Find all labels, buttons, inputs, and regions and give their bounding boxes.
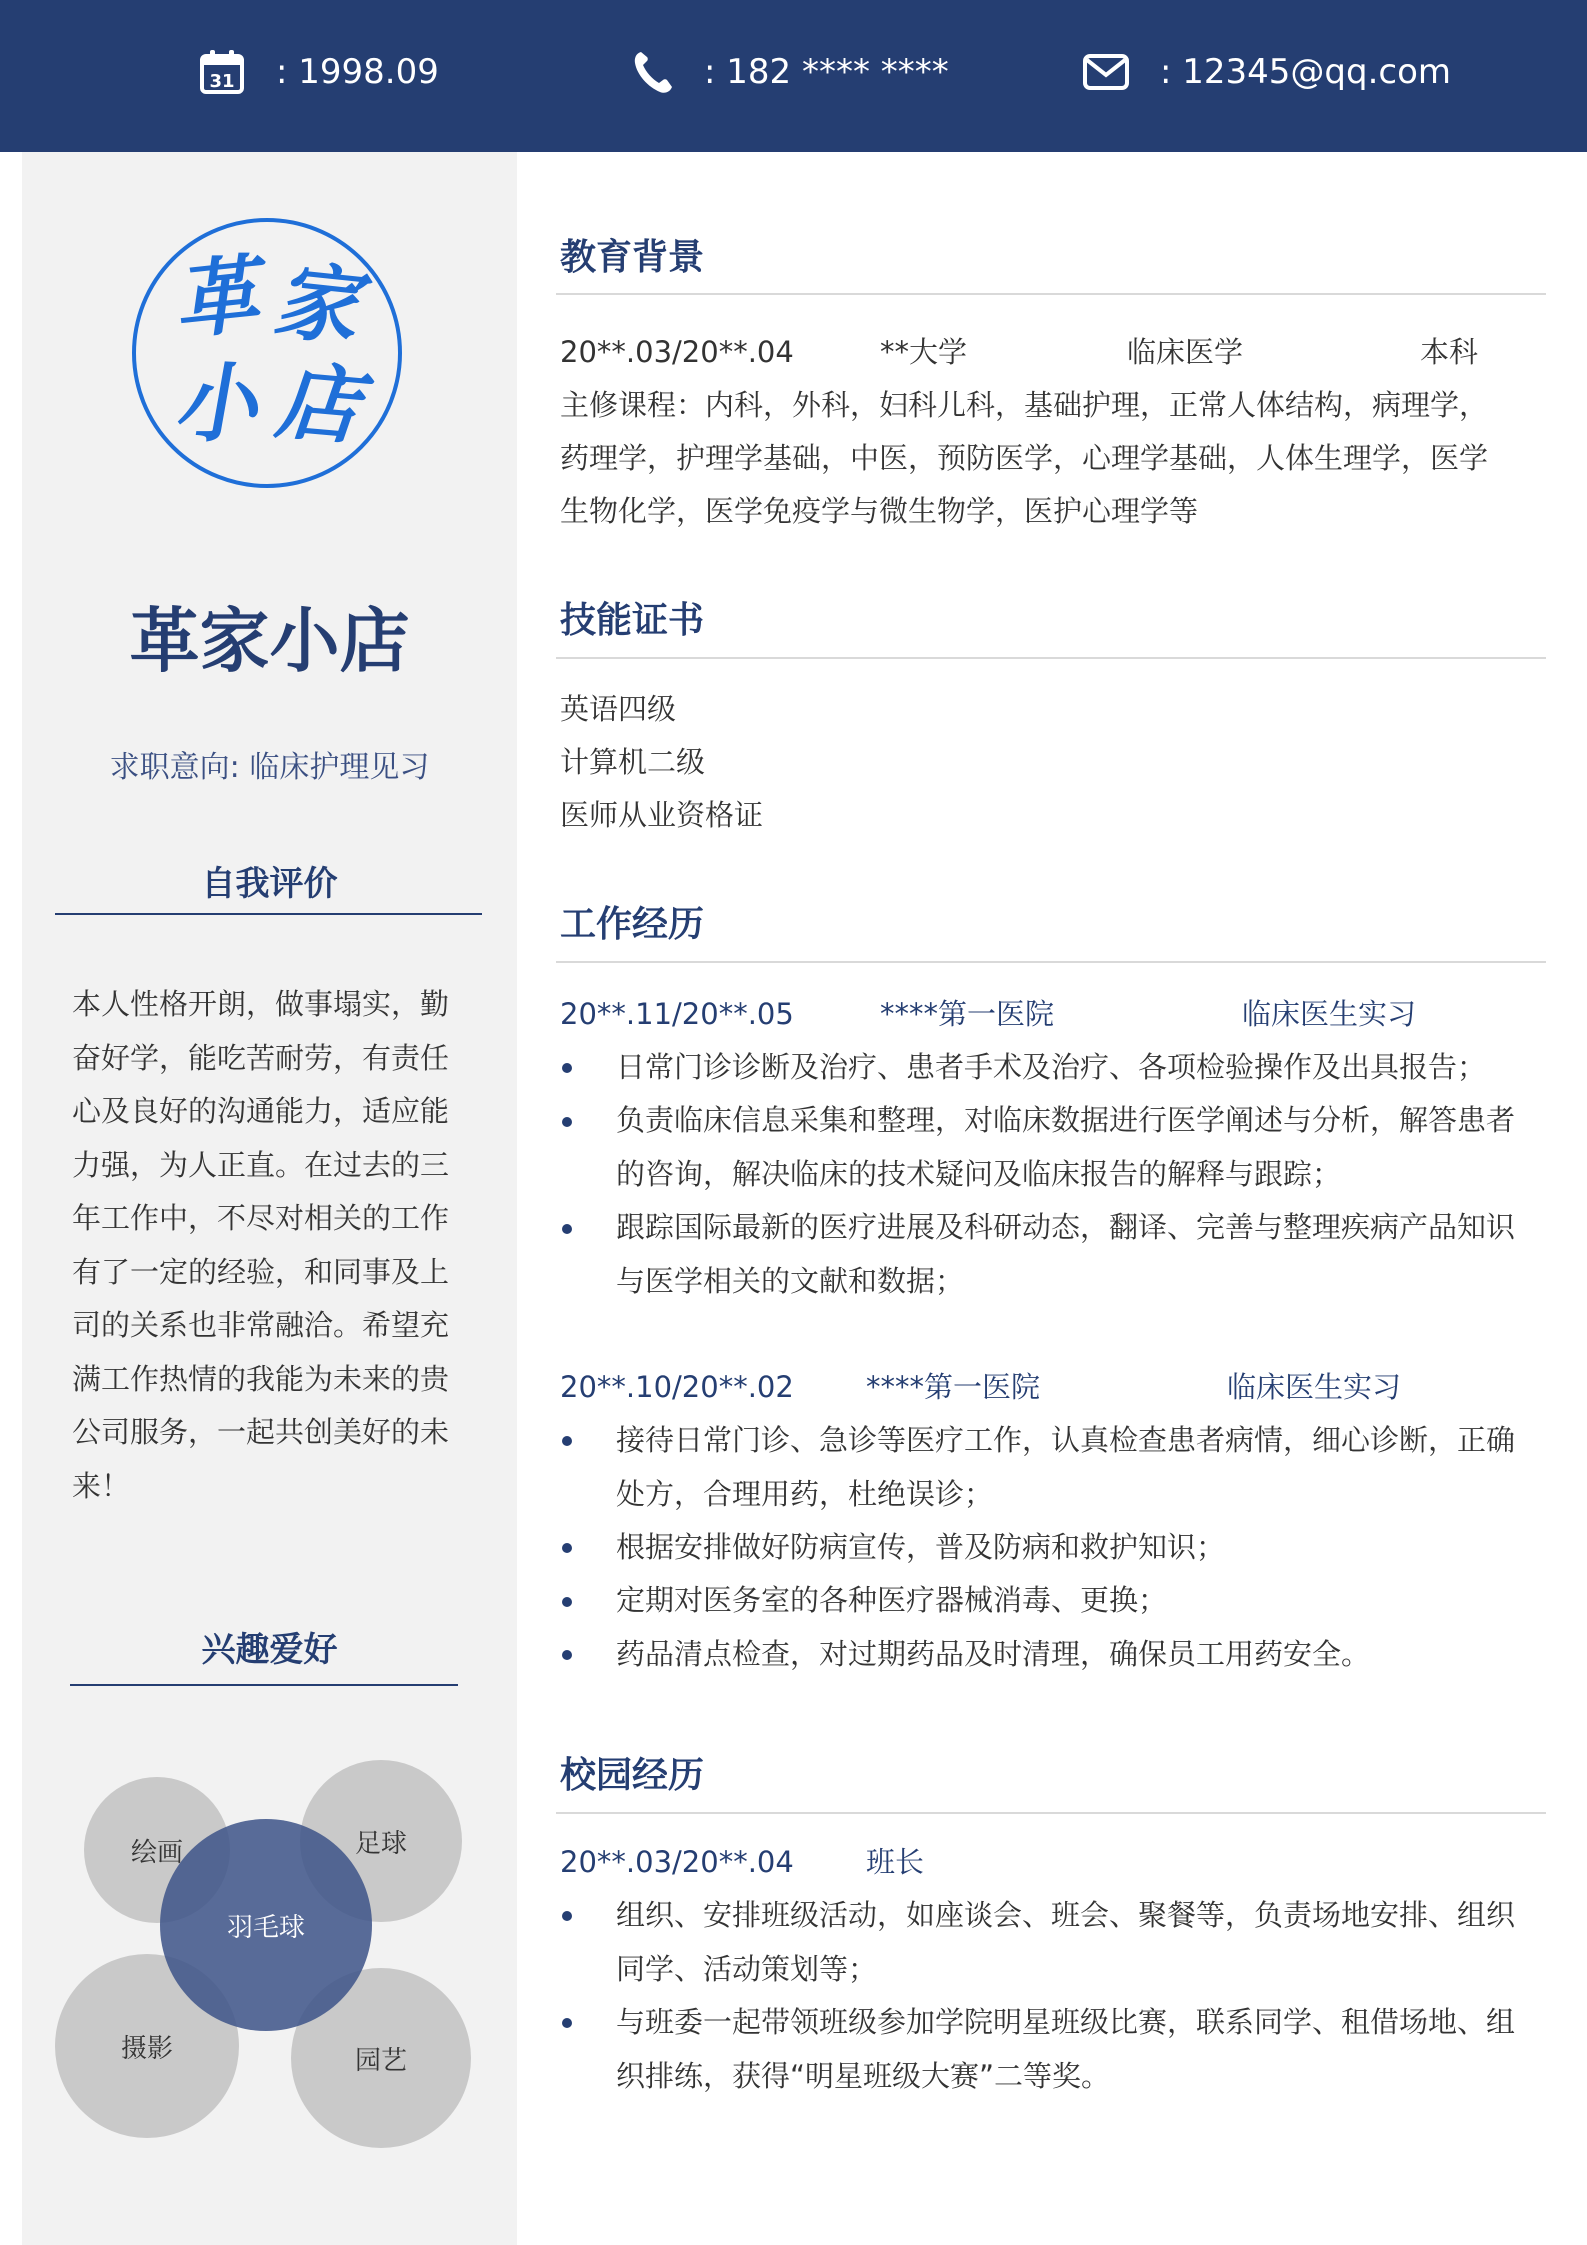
bullet-dot	[562, 1597, 572, 1607]
birth-info	[198, 42, 439, 102]
education-courses-line-2: 药理学，护理学基础，中医，预防医学，心理学基础，人体生理学，医学	[560, 441, 1489, 475]
hobby-painting: 绘画	[84, 1777, 230, 1923]
candidate-name: 革家小店	[129, 600, 410, 682]
education-courses-line-3: 生物化学，医学免疫学与微生物学，医护心理学等	[560, 494, 1199, 528]
job-2-role: 临床医生实习	[1227, 1370, 1402, 1404]
logo-char-1: 革	[169, 243, 263, 352]
email-address: : 12345@qq.com	[1160, 52, 1452, 92]
job-2-duty: 药品清点检查，对过期药品及时清理，确保员工用药安全。	[616, 1637, 1371, 1671]
work-title: 工作经历	[560, 904, 705, 945]
bullet-dot	[562, 1911, 572, 1921]
email-info	[1082, 42, 1451, 102]
email-icon	[1082, 53, 1130, 91]
hobby-badminton: 羽毛球	[160, 1819, 372, 2031]
bullet-dot	[562, 1224, 572, 1234]
education-degree: 本科	[1420, 335, 1479, 369]
job-2-duty: 根据安排做好防病宣传，普及防病和救护知识；	[616, 1530, 1226, 1564]
campus-role: 班长	[866, 1845, 925, 1879]
hobby-gardening: 园艺	[291, 1968, 471, 2148]
birth-date: : 1998.09	[276, 52, 439, 92]
campus-divider	[556, 1812, 1546, 1814]
hobby-photography: 摄影	[55, 1954, 239, 2138]
logo-char-2: 家	[269, 249, 364, 358]
education-title: 教育背景	[560, 237, 705, 278]
education-major: 临床医学	[1127, 335, 1244, 369]
job-2-duty: 定期对医务室的各种医疗器械消毒、更换；	[616, 1583, 1168, 1617]
bullet-dot	[562, 1436, 572, 1446]
job-2-duty: 接待日常门诊、急诊等医疗工作，认真检查患者病情，细心诊断，正确处方，合理用药，杜绝误诊；	[616, 1423, 1516, 1511]
job-1-role: 临床医生实习	[1242, 997, 1417, 1031]
job-1-period: 20**.11/20**.05	[560, 997, 794, 1031]
certificates-title: 技能证书	[560, 600, 705, 641]
hobbies-title: 兴趣爱好	[201, 1630, 338, 1670]
campus-title: 校园经历	[560, 1755, 705, 1796]
calendar-day: 31	[209, 71, 235, 92]
job-1-duty: 跟踪国际最新的医疗进展及科研动态，翻译、完善与整理疾病产品知识与医学相关的文献和数据；	[616, 1210, 1516, 1298]
campus-activity: 与班委一起带领班级参加学院明星班级比赛，联系同学、租借场地、组织排练，获得“明星班级大赛”二等奖。	[616, 2005, 1516, 2093]
self-eval-title: 自我评价	[201, 864, 338, 904]
bullet-dot	[562, 1117, 572, 1127]
shop-logo-seal	[132, 218, 402, 488]
bullet-dot	[562, 1543, 572, 1553]
phone-number: : 182 **** ****	[704, 52, 949, 92]
self-eval-text: 本人性格开朗，做事塌实，勤奋好学，能吃苦耐劳，有责任心及良好的沟通能力，适应能力强，为人正直。在过去的三年工作中，不尽对相关的工作有了一定的经验，和同事及上司的关系也非常融洽。希望充满工作热情的我能为未来的贵公司服务，一起共创美好的未来！	[72, 987, 450, 1503]
job-1-duty: 日常门诊诊断及治疗、患者手术及治疗、各项检验操作及出具报告；	[616, 1050, 1487, 1084]
bullet-dot	[562, 1063, 572, 1073]
phone-icon	[632, 49, 674, 95]
education-divider	[556, 293, 1546, 295]
job-2-org: ****第一医院	[866, 1370, 1041, 1404]
bullet-dot	[562, 1650, 572, 1660]
job-1-org: ****第一医院	[880, 997, 1055, 1031]
self-eval-divider	[55, 913, 482, 915]
calendar-icon	[198, 48, 246, 96]
logo-char-4: 店	[271, 350, 365, 457]
campus-period: 20**.03/20**.04	[560, 1845, 794, 1879]
education-courses-line-1: 主修课程：内科，外科，妇科儿科，基础护理，正常人体结构，病理学，	[560, 388, 1489, 422]
job-1-duty: 负责临床信息采集和整理，对临床数据进行医学阐述与分析，解答患者的咨询，解决临床的技术疑问及临床报告的解释与跟踪；	[616, 1103, 1516, 1191]
job-intent: 求职意向: 临床护理见习	[109, 750, 430, 785]
hobbies-divider	[70, 1684, 458, 1686]
certificates-divider	[556, 657, 1546, 659]
certificate-item: 英语四级	[560, 692, 677, 726]
bullet-dot	[562, 2018, 572, 2028]
hobby-football: 足球	[300, 1760, 462, 1922]
logo-char-3: 小	[168, 351, 260, 456]
job-2-period: 20**.10/20**.02	[560, 1370, 794, 1404]
phone-info	[632, 42, 949, 102]
work-divider	[556, 961, 1546, 963]
certificate-item: 医师从业资格证	[560, 798, 764, 832]
education-school: **大学	[880, 335, 968, 369]
certificate-item: 计算机二级	[560, 745, 706, 779]
campus-activity: 组织、安排班级活动，如座谈会、班会、聚餐等，负责场地安排、组织同学、活动策划等；	[616, 1898, 1516, 1986]
education-period: 20**.03/20**.04	[560, 335, 794, 369]
